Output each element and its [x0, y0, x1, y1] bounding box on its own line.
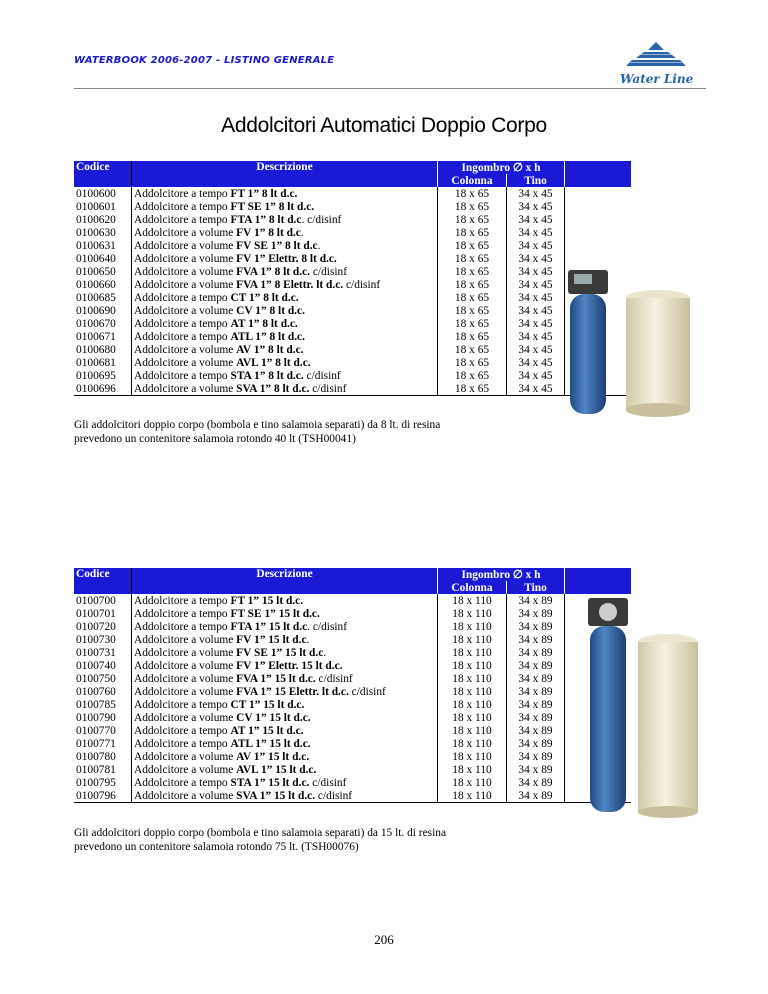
description-suffix: c/disinf [303, 369, 341, 382]
table-header-row [74, 568, 631, 581]
table-row [74, 265, 631, 278]
code-cell: 0100795 [74, 776, 132, 789]
page-number: 206 [374, 932, 394, 947]
colonna-cell: 18 x 110 [438, 737, 507, 750]
colonna-cell: 18 x 65 [438, 343, 507, 356]
tino-cell: 34 x 89 [507, 685, 565, 698]
tino-cell: 34 x 89 [507, 789, 565, 803]
code-cell: 0100600 [74, 187, 132, 200]
description-text: Addolcitore a tempo [134, 187, 231, 200]
code-cell: 0100790 [74, 711, 132, 724]
code-cell: 0100696 [74, 382, 132, 396]
colonna-cell: 18 x 65 [438, 265, 507, 278]
description-text: Addolcitore a volume [134, 304, 237, 317]
description-cell [132, 200, 438, 213]
tino-cell: 34 x 45 [507, 382, 565, 396]
colonna-cell: 18 x 65 [438, 239, 507, 252]
empty-cell [565, 187, 632, 200]
description-cell [132, 607, 438, 620]
tino-header: Tino [507, 581, 565, 594]
code-cell: 0100770 [74, 724, 132, 737]
code-cell: 0100685 [74, 291, 132, 304]
code-cell: 0100731 [74, 646, 132, 659]
description-text: Addolcitore a volume [134, 356, 237, 369]
description-cell [132, 789, 438, 803]
description-cell [132, 711, 438, 724]
description-text: Addolcitore a volume [134, 750, 237, 763]
description-cell [132, 356, 438, 369]
code-cell: 0100760 [74, 685, 132, 698]
colonna-cell: 18 x 110 [438, 750, 507, 763]
code-cell: 0100750 [74, 672, 132, 685]
model-name: FTA 1” 15 lt d.c [230, 620, 308, 633]
tino-cell: 34 x 45 [507, 356, 565, 369]
code-cell: 0100700 [74, 594, 132, 607]
colonna-header: Colonna [438, 174, 507, 187]
description-text: Addolcitore a volume [134, 343, 237, 356]
model-name: AT 1” 15 lt d.c. [230, 724, 304, 737]
table-row [74, 213, 631, 226]
table-row [74, 672, 631, 685]
colonna-cell: 18 x 65 [438, 356, 507, 369]
description-suffix: . [323, 646, 327, 659]
code-cell: 0100630 [74, 226, 132, 239]
description-cell [132, 685, 438, 698]
description-text: Addolcitore a volume [134, 265, 237, 278]
empty-cell [565, 226, 632, 239]
description-cell [132, 737, 438, 750]
tino-cell: 34 x 89 [507, 607, 565, 620]
description-text: Addolcitore a volume [134, 685, 237, 698]
description-cell [132, 382, 438, 396]
code-cell: 0100640 [74, 252, 132, 265]
colonna-cell: 18 x 110 [438, 724, 507, 737]
colonna-cell: 18 x 65 [438, 252, 507, 265]
model-name: FVA 1” 15 Elettr. lt d.c. [236, 685, 349, 698]
model-name: FVA 1” 8 Elettr. lt d.c. [236, 278, 344, 291]
description-suffix: c/disinf [310, 265, 348, 278]
page-title: Addolcitori Automatici Doppio Corpo [221, 114, 547, 137]
colonna-cell: 18 x 110 [438, 711, 507, 724]
tino-cell: 34 x 45 [507, 265, 565, 278]
table-row [74, 226, 631, 239]
colonna-cell: 18 x 110 [438, 685, 507, 698]
table-row [74, 659, 631, 672]
code-cell: 0100631 [74, 239, 132, 252]
description-cell [132, 646, 438, 659]
table-row [74, 200, 631, 213]
model-name: FV 1” 15 lt d.c [236, 633, 307, 646]
code-cell: 0100695 [74, 369, 132, 382]
empty-cell [565, 200, 632, 213]
description-suffix: c/disinf [343, 278, 381, 291]
description-text: Addolcitore a tempo [134, 291, 231, 304]
code-cell: 0100720 [74, 620, 132, 633]
description-suffix: c/disinf [315, 672, 353, 685]
code-cell: 0100671 [74, 330, 132, 343]
description-cell [132, 304, 438, 317]
description-text: Addolcitore a volume [134, 239, 237, 252]
model-name: SVA 1” 15 lt d.c. [236, 789, 316, 802]
code-cell: 0100670 [74, 317, 132, 330]
tino-cell: 34 x 89 [507, 737, 565, 750]
model-name: FT 1” 15 lt d.c. [230, 594, 304, 607]
codice-header: Codice [74, 161, 132, 187]
colonna-cell: 18 x 110 [438, 776, 507, 789]
code-cell: 0100780 [74, 750, 132, 763]
tino-cell: 34 x 45 [507, 369, 565, 382]
code-cell: 0100680 [74, 343, 132, 356]
model-name: FV 1” Elettr. 8 lt d.c. [236, 252, 337, 265]
description-text: Addolcitore a volume [134, 659, 237, 672]
table-row [74, 763, 631, 776]
description-cell [132, 724, 438, 737]
table-row [74, 278, 631, 291]
description-text: Addolcitore a volume [134, 226, 237, 239]
colonna-cell: 18 x 65 [438, 187, 507, 200]
description-text: Addolcitore a volume [134, 789, 237, 802]
empty-cell [565, 213, 632, 226]
ingombro-header: Ingombro ∅ x h [438, 568, 565, 581]
tino-cell: 34 x 89 [507, 659, 565, 672]
description-text: Addolcitore a volume [134, 763, 237, 776]
colonna-cell: 18 x 110 [438, 698, 507, 711]
price-table-15lt [74, 568, 631, 803]
empty-header-cell [565, 161, 632, 187]
model-name: CV 1” 15 lt d.c. [236, 711, 311, 724]
note-8lt [74, 418, 534, 446]
colonna-cell: 18 x 110 [438, 607, 507, 620]
table-row [74, 252, 631, 265]
colonna-cell: 18 x 110 [438, 659, 507, 672]
code-cell: 0100740 [74, 659, 132, 672]
colonna-cell: 18 x 110 [438, 620, 507, 633]
model-name: AT 1” 8 lt d.c. [230, 317, 298, 330]
code-cell: 0100785 [74, 698, 132, 711]
tino-cell: 34 x 45 [507, 213, 565, 226]
note-15lt [74, 826, 534, 854]
description-text: Addolcitore a tempo [134, 724, 231, 737]
table-row [74, 343, 631, 356]
tino-cell: 34 x 89 [507, 646, 565, 659]
table-row [74, 737, 631, 750]
price-table-8lt [74, 161, 631, 396]
description-cell [132, 213, 438, 226]
code-cell: 0100701 [74, 607, 132, 620]
colonna-cell: 18 x 65 [438, 317, 507, 330]
table-row [74, 594, 631, 607]
description-cell [132, 620, 438, 633]
codice-header: Codice [74, 568, 132, 594]
description-suffix: . c/disinf [301, 213, 342, 226]
description-cell [132, 239, 438, 252]
colonna-cell: 18 x 65 [438, 200, 507, 213]
tino-cell: 34 x 89 [507, 698, 565, 711]
running-title: WATERBOOK 2006-2007 - LISTINO GENERALE [74, 55, 335, 66]
empty-cell [565, 239, 632, 252]
code-cell: 0100650 [74, 265, 132, 278]
ingombro-header: Ingombro ∅ x h [438, 161, 565, 174]
colonna-cell: 18 x 65 [438, 369, 507, 382]
description-suffix: c/disinf [309, 776, 347, 789]
colonna-cell: 18 x 110 [438, 763, 507, 776]
model-name: SVA 1” 8 lt d.c. [236, 382, 310, 395]
description-cell [132, 317, 438, 330]
tino-cell: 34 x 89 [507, 711, 565, 724]
description-suffix: c/disinf [315, 789, 353, 802]
description-text: Addolcitore a volume [134, 711, 237, 724]
tino-cell: 34 x 45 [507, 239, 565, 252]
tino-cell: 34 x 89 [507, 594, 565, 607]
description-suffix: c/disinf [348, 685, 386, 698]
description-cell [132, 633, 438, 646]
model-name: CV 1” 8 lt d.c. [236, 304, 305, 317]
description-text: Addolcitore a tempo [134, 594, 231, 607]
tino-header: Tino [507, 174, 565, 187]
colonna-cell: 18 x 65 [438, 278, 507, 291]
model-name: STA 1” 15 lt d.c. [230, 776, 310, 789]
description-text: Addolcitore a tempo [134, 317, 231, 330]
colonna-cell: 18 x 65 [438, 304, 507, 317]
colonna-cell: 18 x 110 [438, 672, 507, 685]
description-cell [132, 291, 438, 304]
softener-15lt-image [578, 592, 706, 824]
description-cell [132, 330, 438, 343]
table-row [74, 620, 631, 633]
description-text: Addolcitore a tempo [134, 698, 231, 711]
softener-8lt-image [560, 262, 700, 422]
note-line: Gli addolcitori doppio corpo (bombola e tino salamoia separati) da 8 lt. di resina [74, 419, 441, 431]
colonna-cell: 18 x 110 [438, 633, 507, 646]
code-cell: 0100771 [74, 737, 132, 750]
description-suffix: . [317, 239, 321, 252]
table-row [74, 330, 631, 343]
colonna-cell: 18 x 110 [438, 646, 507, 659]
tino-cell: 34 x 89 [507, 750, 565, 763]
description-cell [132, 659, 438, 672]
table-row [74, 239, 631, 252]
model-name: ATL 1” 15 lt d.c. [230, 737, 311, 750]
model-name: STA 1” 8 lt d.c. [230, 369, 304, 382]
colonna-cell: 18 x 65 [438, 330, 507, 343]
table-row [74, 369, 631, 382]
description-suffix: . c/disinf [307, 620, 348, 633]
tino-cell: 34 x 45 [507, 317, 565, 330]
description-text: Addolcitore a tempo [134, 330, 231, 343]
note-line: Gli addolcitori doppio corpo (bombola e tino salamoia separati) da 15 lt. di resina [74, 827, 446, 839]
table-row [74, 633, 631, 646]
tino-cell: 34 x 45 [507, 278, 565, 291]
colonna-header: Colonna [438, 581, 507, 594]
model-name: ATL 1” 8 lt d.c. [230, 330, 305, 343]
description-suffix: . [300, 226, 304, 239]
model-name: FV 1” 8 lt d.c [236, 226, 301, 239]
tino-cell: 34 x 89 [507, 776, 565, 789]
tino-cell: 34 x 89 [507, 672, 565, 685]
table-row [74, 646, 631, 659]
description-text: Addolcitore a tempo [134, 776, 231, 789]
colonna-cell: 18 x 110 [438, 594, 507, 607]
tino-cell: 34 x 45 [507, 343, 565, 356]
description-text: Addolcitore a volume [134, 382, 237, 395]
description-cell [132, 750, 438, 763]
tino-cell: 34 x 45 [507, 252, 565, 265]
tino-cell: 34 x 89 [507, 620, 565, 633]
tino-cell: 34 x 45 [507, 226, 565, 239]
model-name: AV 1” 8 lt d.c. [236, 343, 304, 356]
logo-text: Water Line [620, 72, 694, 86]
model-name: AVL 1” 8 lt d.c. [236, 356, 311, 369]
model-name: CT 1” 15 lt d.c. [230, 698, 305, 711]
description-cell [132, 252, 438, 265]
colonna-cell: 18 x 65 [438, 213, 507, 226]
description-text: Addolcitore a volume [134, 633, 237, 646]
table-row [74, 317, 631, 330]
table-row [74, 711, 631, 724]
colonna-cell: 18 x 65 [438, 291, 507, 304]
colonna-cell: 18 x 110 [438, 789, 507, 803]
tino-cell: 34 x 45 [507, 200, 565, 213]
description-text: Addolcitore a volume [134, 646, 237, 659]
model-name: AVL 1” 15 lt d.c. [236, 763, 317, 776]
code-cell: 0100690 [74, 304, 132, 317]
description-suffix: c/disinf [309, 382, 347, 395]
description-suffix: . [306, 633, 310, 646]
model-name: FT SE 1” 8 lt d.c. [230, 200, 315, 213]
table-row [74, 685, 631, 698]
code-cell: 0100730 [74, 633, 132, 646]
tino-cell: 34 x 89 [507, 724, 565, 737]
table-row [74, 750, 631, 763]
table-header-row [74, 161, 631, 174]
colonna-cell: 18 x 65 [438, 382, 507, 396]
table-row [74, 382, 631, 396]
description-text: Addolcitore a tempo [134, 620, 231, 633]
table-row [74, 698, 631, 711]
table-row [74, 724, 631, 737]
description-cell [132, 763, 438, 776]
description-text: Addolcitore a tempo [134, 607, 231, 620]
tino-cell: 34 x 89 [507, 763, 565, 776]
model-name: FV SE 1” 15 lt d.c [236, 646, 324, 659]
table-row [74, 789, 631, 803]
descrizione-header: Descrizione [132, 568, 438, 594]
tino-cell: 34 x 45 [507, 330, 565, 343]
tino-cell: 34 x 89 [507, 633, 565, 646]
model-name: FV 1” Elettr. 15 lt d.c. [236, 659, 343, 672]
tino-cell: 34 x 45 [507, 304, 565, 317]
description-text: Addolcitore a tempo [134, 369, 231, 382]
model-name: FVA 1” 8 lt d.c. [236, 265, 311, 278]
description-cell [132, 776, 438, 789]
description-cell [132, 343, 438, 356]
table-row [74, 187, 631, 200]
description-cell [132, 698, 438, 711]
description-text: Addolcitore a volume [134, 672, 237, 685]
description-text: Addolcitore a tempo [134, 213, 231, 226]
descrizione-header: Descrizione [132, 161, 438, 187]
model-name: FT 1” 8 lt d.c. [230, 187, 298, 200]
code-cell: 0100781 [74, 763, 132, 776]
model-name: CT 1” 8 lt d.c. [230, 291, 299, 304]
note-line: prevedono un contenitore salamoia rotondo 75 lt. (TSH00076) [74, 841, 359, 853]
tino-cell: 34 x 45 [507, 291, 565, 304]
table-row [74, 291, 631, 304]
description-cell [132, 278, 438, 291]
description-text: Addolcitore a volume [134, 278, 237, 291]
model-name: FV SE 1” 8 lt d.c [236, 239, 318, 252]
model-name: FTA 1” 8 lt d.c [230, 213, 302, 226]
colonna-cell: 18 x 65 [438, 226, 507, 239]
tino-cell: 34 x 45 [507, 187, 565, 200]
description-cell [132, 187, 438, 200]
description-cell [132, 594, 438, 607]
note-line: prevedono un contenitore salamoia rotondo 40 lt (TSH00041) [74, 433, 356, 445]
code-cell: 0100796 [74, 789, 132, 803]
description-text: Addolcitore a tempo [134, 200, 231, 213]
table-row [74, 607, 631, 620]
table-row [74, 776, 631, 789]
description-cell [132, 672, 438, 685]
code-cell: 0100620 [74, 213, 132, 226]
table-row [74, 304, 631, 317]
empty-header-cell [565, 568, 632, 594]
model-name: FVA 1” 15 lt d.c. [236, 672, 316, 685]
code-cell: 0100681 [74, 356, 132, 369]
code-cell: 0100660 [74, 278, 132, 291]
description-cell [132, 265, 438, 278]
description-cell [132, 369, 438, 382]
description-cell [132, 226, 438, 239]
table-row [74, 356, 631, 369]
description-text: Addolcitore a volume [134, 252, 237, 265]
model-name: AV 1” 15 lt d.c. [236, 750, 310, 763]
description-text: Addolcitore a tempo [134, 737, 231, 750]
model-name: FT SE 1” 15 lt d.c. [230, 607, 320, 620]
code-cell: 0100601 [74, 200, 132, 213]
